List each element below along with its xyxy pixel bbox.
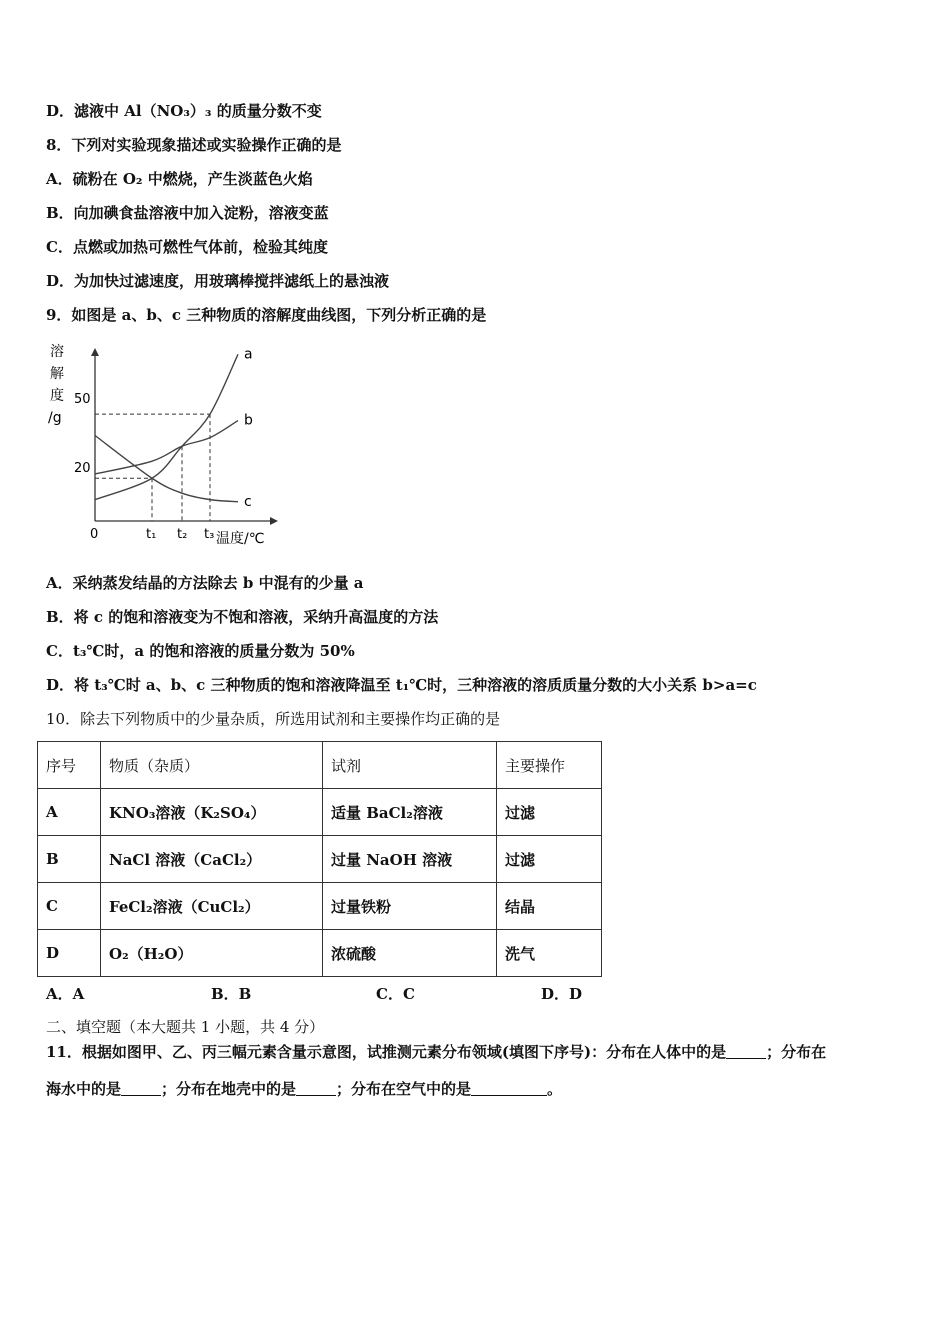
table-row [38,836,602,883]
q9-stem: 9．如图是 a、b、c 三种物质的溶解度曲线图，下列分析正确的是 [46,306,487,324]
solubility-curve-chart [40,338,290,553]
q9-option-d: D．将 t₃℃时 a、b、c 三种物质的饱和溶液降温至 t₁℃时，三种溶液的溶质质量分数的大小关系 b>a=c [46,676,757,694]
q11-text-2: ；分布在 [766,1043,827,1061]
table-cell: O₂（H₂O） [101,930,323,977]
table-cell: FeCl₂溶液（CuCl₂） [101,883,323,930]
q10-answer-c: C．C [376,985,415,1003]
section-2-title: 二、填空题（本大题共 1 小题，共 4 分） [46,1018,325,1036]
q9-option-a: A．采纳蒸发结晶的方法除去 b 中混有的少量 a [46,574,364,592]
q11-text-4: ；分布在地壳中的是 [161,1080,297,1098]
table-cell: C [38,883,101,930]
y-axis-label-1: 解 [50,366,64,382]
table-cell: 结晶 [497,883,602,930]
q11-line-2 [46,1079,562,1099]
ytick-label-20: 20 [74,461,91,476]
q11-line-1 [46,1042,826,1062]
x-axis-label: 温度/℃ [216,531,265,547]
series-b-label: b [244,412,253,429]
table-cell: 过量 NaOH 溶液 [323,836,497,883]
table-cell: 过滤 [497,836,602,883]
y-axis-label-0: 溶 [50,344,64,360]
table-header-row [38,742,602,789]
y-axis-arrow [91,348,99,356]
y-axis-label-3: /g [48,410,62,426]
xtick-label-t1: t₁ [146,527,157,542]
header-cell: 主要操作 [497,742,602,789]
x-axis-arrow [270,517,278,525]
q11-text-3: 海水中的是 [46,1080,122,1098]
y-axis-label-2: 度 [50,388,64,404]
table-cell: NaCl 溶液（CaCl₂） [101,836,323,883]
q8-option-a: A．硫粉在 O₂ 中燃烧，产生淡蓝色火焰 [46,170,313,188]
table-cell: 过滤 [497,789,602,836]
q10-answer-b: B．B [211,985,252,1003]
table-cell: 过量铁粉 [323,883,497,930]
q10-table [37,741,602,977]
table-cell: KNO₃溶液（K₂SO₄） [101,789,323,836]
series-a-label: a [244,346,253,363]
q11-text-5: ；分布在空气中的是 [336,1080,472,1098]
header-cell: 试剂 [323,742,497,789]
table-row [38,930,602,977]
xtick-label-t3: t₃ [204,527,215,542]
answer-blank-human[interactable] [726,1044,766,1059]
table-cell: 浓硫酸 [323,930,497,977]
table-row [38,789,602,836]
q8-stem: 8．下列对实验现象描述或实验操作正确的是 [46,136,342,154]
answer-blank-crust[interactable] [296,1081,336,1096]
q7-option-d: D．滤液中 Al（NO₃）₃ 的质量分数不变 [46,102,322,120]
series-c-curve [95,436,238,502]
xtick-label-t2: t₂ [177,527,188,542]
q8-option-d: D．为加快过滤速度，用玻璃棒搅拌滤纸上的悬浊液 [46,272,390,290]
table-cell: 洗气 [497,930,602,977]
series-c-label: c [244,493,252,510]
header-cell: 序号 [38,742,101,789]
q11-text-1: 11．根据如图甲、乙、丙三幅元素含量示意图，试推测元素分布领域(填图下序号)：分布在人体中的是 [46,1043,727,1061]
header-cell: 物质（杂质） [101,742,323,789]
q8-option-b: B．向加碘食盐溶液中加入淀粉，溶液变蓝 [46,204,329,222]
table-cell: 适量 BaCl₂溶液 [323,789,497,836]
q10-answer-d: D．D [541,985,583,1003]
origin-label: 0 [90,527,99,542]
q10-answer-a: A．A [46,985,85,1003]
table-cell: D [38,930,101,977]
q8-option-c: C．点燃或加热可燃性气体前，检验其纯度 [46,238,328,256]
ytick-label-50: 50 [74,392,91,407]
table-cell: A [38,789,101,836]
q11-text-6: 。 [547,1080,563,1098]
answer-blank-air[interactable] [471,1081,547,1096]
q9-option-b: B．将 c 的饱和溶液变为不饱和溶液，采纳升高温度的方法 [46,608,439,626]
table-cell: B [38,836,101,883]
table-row [38,883,602,930]
q9-option-c: C．t₃℃时，a 的饱和溶液的质量分数为 50% [46,642,355,660]
q10-stem: 10．除去下列物质中的少量杂质，所选用试剂和主要操作均正确的是 [46,710,501,728]
answer-blank-seawater[interactable] [121,1081,161,1096]
